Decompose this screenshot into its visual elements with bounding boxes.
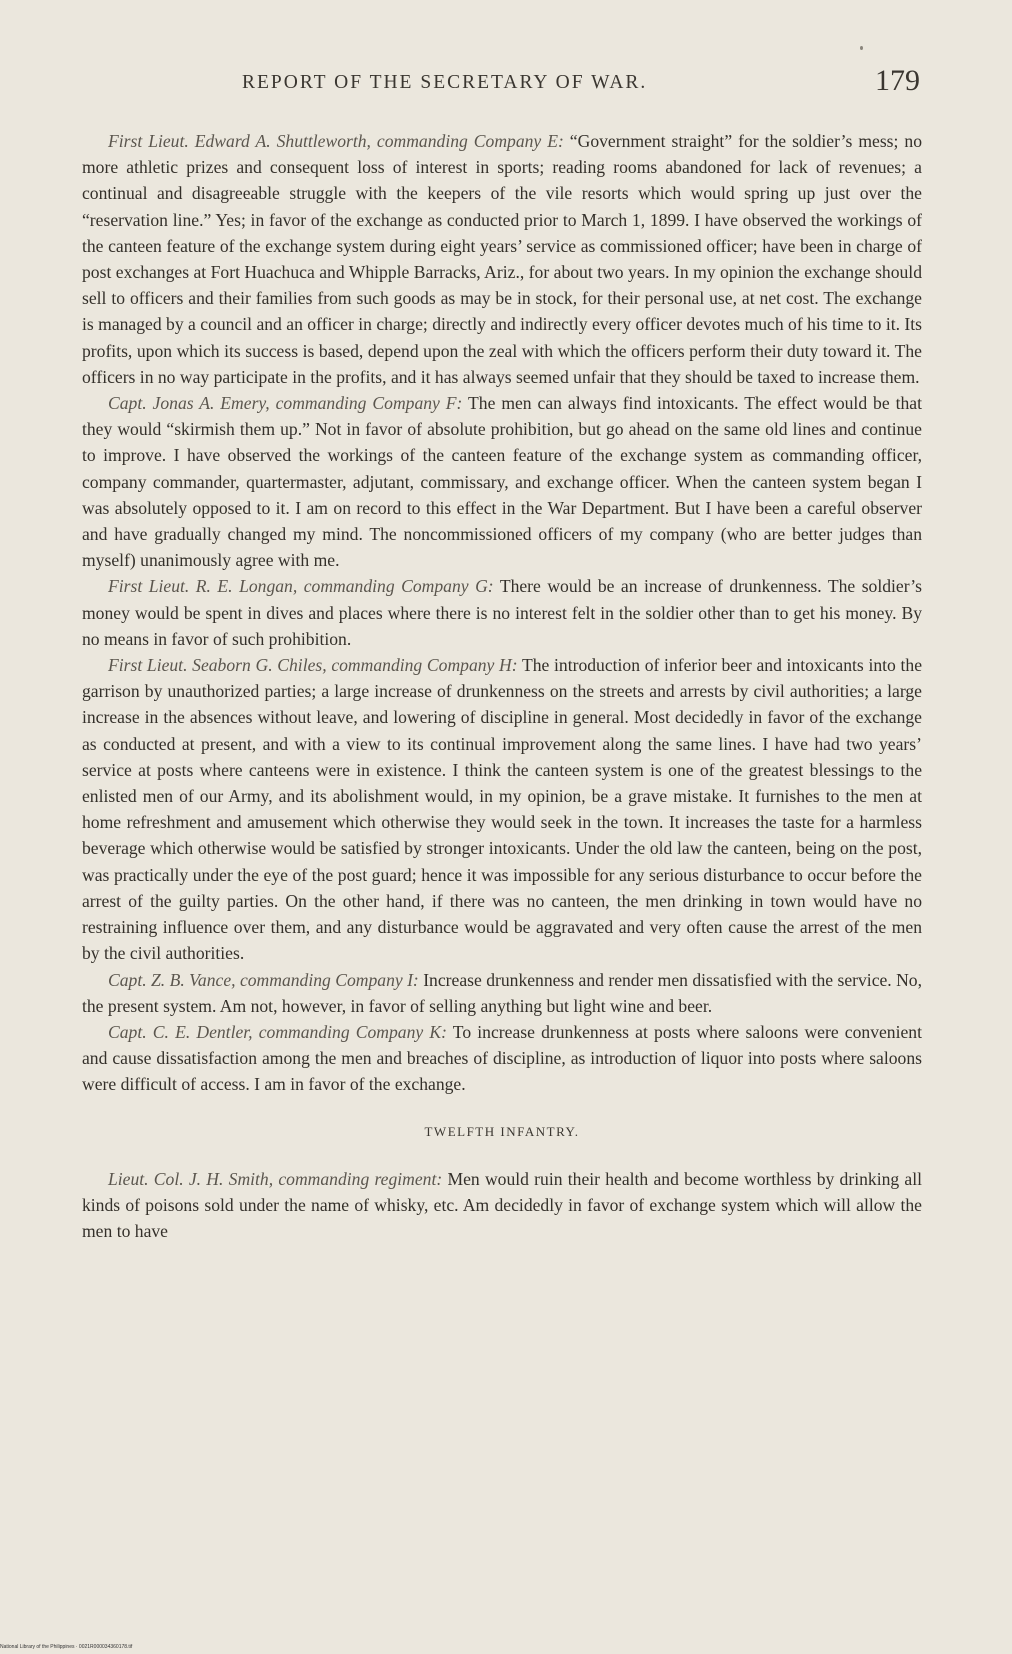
body-text <box>82 128 922 1244</box>
page-header <box>82 66 922 106</box>
paragraph-text: Increase drunkenness and render men dissatisfied with the service. No, the present system. Am not, however, in favor of selling anything but light wine and beer. <box>82 969 923 1016</box>
footer-credit: National Library of the Philippines · 0021R000034360178.tif <box>0 1644 133 1650</box>
paragraph-longan <box>82 573 922 652</box>
paragraph-text: The men can always find intoxicants. The effect would be that they would “skirmish them up.” Not in favor of absolute prohibition, but go ahead on the same old lines and continue to improve. I have observed the workings of the canteen feature of the exchange system as commanding officer, company commander, quartermaster, adjutant, commissary, and exchange officer. When the canteen system began I was absolutely opposed to it. I am on record to this effect in the War Department. But I have been a careful observer and have gradually changed my mind. The noncommissioned officers of my company (who are better judges than myself) unanimously agree with me. <box>82 393 922 571</box>
speaker-name: Lieut. Col. J. H. Smith, commanding regiment: <box>108 1168 443 1189</box>
paragraph-text: There would be an increase of drunkenness. The soldier’s money would be spent in dives and places where there is no interest felt in the soldier other than to get his money. By no means in favor of such prohibition. <box>82 576 922 649</box>
ink-speck <box>860 46 863 50</box>
speaker-name: Capt. Z. B. Vance, commanding Company I: <box>108 969 419 990</box>
paragraph-smith <box>82 1166 922 1245</box>
paragraph-text: The introduction of inferior beer and intoxicants into the garrison by unauthorized parties; a large increase of drunkenness on the streets and arrests by civil authorities; a large increase in the absences without leave, and lowering of discipline in general. Most decidedly in favor of the exchange as conducted at present, and with a view to its continual improvement along the same lines. I have had two years’ service at posts where canteens were in existence. I think the canteen system is one of the greatest blessings to the enlisted men of our Army, and its abolishment would, in my opinion, be a grave mistake. It furnishes to the men at home refreshment and amusement which otherwise they would seek in the town. It increases the taste for a harmless beverage which otherwise would be satisfied by stronger intoxicants. Under the old law the canteen, being on the post, was practically under the eye of the post guard; hence it was impossible for any serious disturbance to occur before the arrest of the guilty parties. On the other hand, if there was no canteen, the men drinking in town would have no restraining influence over them, and any disturbance would be aggravated and very often cause the arrest of the men by the civil authorities. <box>82 655 922 964</box>
page-number: 179 <box>875 64 920 97</box>
paragraph-shuttleworth <box>82 128 922 390</box>
paragraph-vance <box>82 967 922 1019</box>
speaker-name: First Lieut. Seaborn G. Chiles, commanding Company H: <box>108 655 518 676</box>
speaker-name: Capt. Jonas A. Emery, commanding Company F: <box>108 393 463 414</box>
speaker-name: First Lieut. Edward A. Shuttleworth, commanding Company E: <box>108 131 564 151</box>
paragraph-dentler <box>82 1019 922 1098</box>
paragraph-text: To increase drunkenness at posts where saloons were convenient and cause dissatisfaction among the men and breaches of discipline, as introduction of liquor into posts where saloons were difficult of access. I am in favor of the exchange. <box>82 1021 922 1095</box>
speaker-name: First Lieut. R. E. Longan, commanding Company G: <box>108 576 494 597</box>
section-heading: TWELFTH INFANTRY. <box>424 1123 580 1139</box>
paragraph-text: Men would ruin their health and become worthless by drinking all kinds of poisons sold under the name of whisky, etc. Am decidedly in favor of exchange system which will allow the men to have <box>82 1168 922 1241</box>
paragraph-chiles <box>82 652 922 966</box>
paragraph-text: “Government straight” for the soldier’s mess; no more athletic prizes and consequent loss of interest in sports; reading rooms abandoned for lack of revenues; a continual and disagreeable struggle with the keepers of the vile resorts which would spring up just over the “reservation line.” Yes; in favor of the exchange as conducted prior to March 1, 1899. I have observed the workings of the canteen feature of the exchange system during eight years’ service as commissioned officer; have been in charge of post exchanges at Fort Huachuca and Whipple Barracks, Ariz., for about two years. In my opinion the exchange should sell to officers and their families from such goods as may be in stock, for their personal use, at net cost. The exchange is managed by a council and an officer in charge; directly and indirectly every officer devotes much of his time to it. Its profits, upon which its success is based, depend upon the zeal with which the officers perform their duty toward it. The officers in no way participate in the profits, and it has always seemed unfair that they should be taxed to increase them. <box>82 131 922 387</box>
paragraph-emery <box>82 390 922 573</box>
running-title: REPORT OF THE SECRETARY OF WAR. <box>242 72 648 93</box>
speaker-name: Capt. C. E. Dentler, commanding Company K: <box>108 1021 447 1042</box>
